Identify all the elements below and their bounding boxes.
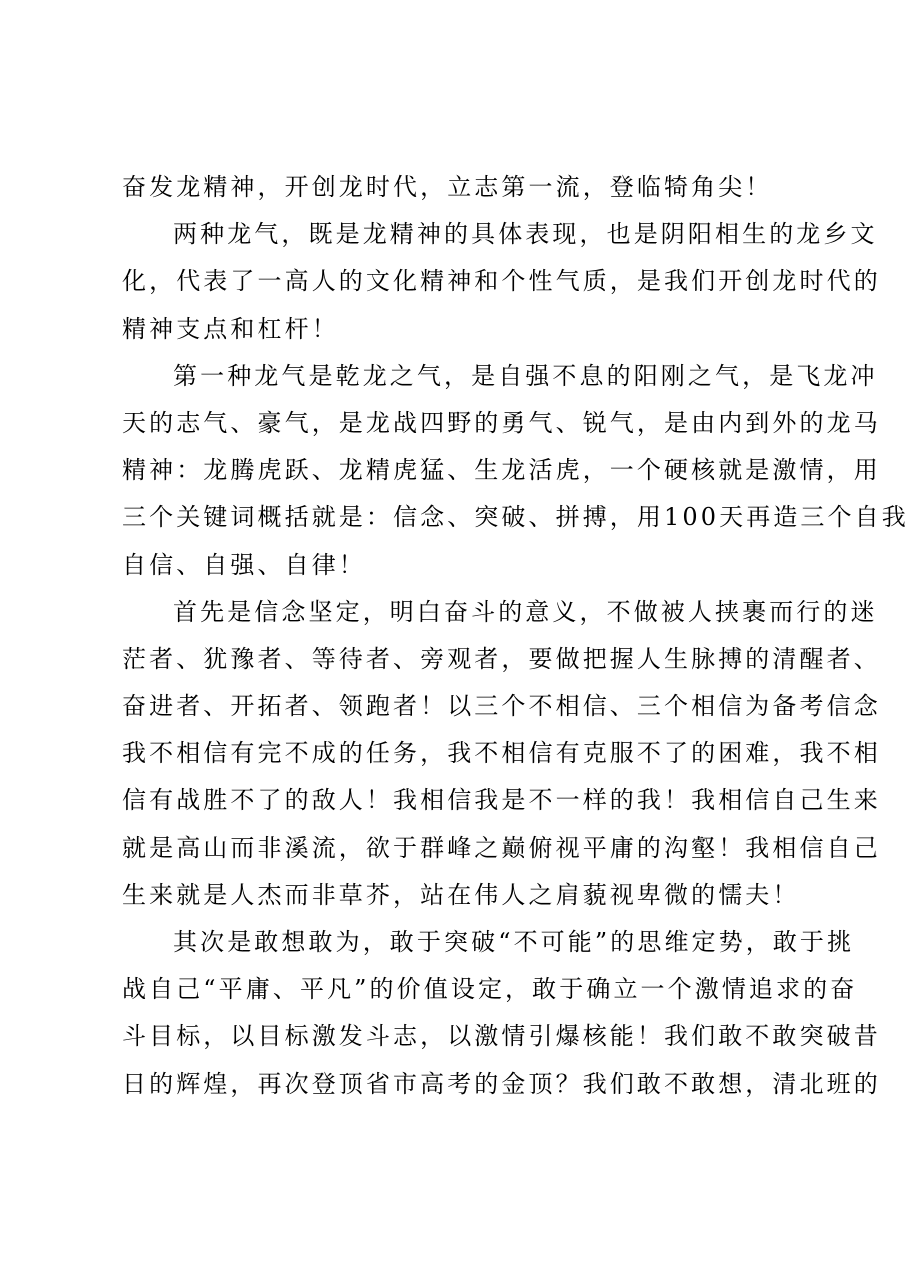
text-line: 精神：龙腾虎跃、龙精虎猛、生龙活虎，一个硬核就是激情，用 xyxy=(122,456,881,485)
text-line: 自信、自强、自律！ xyxy=(122,550,366,579)
text-line: 三个关键词概括就是：信念、突破、拼搏，用100天再造三个自我 xyxy=(122,503,909,532)
text-line: 信有战胜不了的敌人！我相信我是不一样的我！我相信自己生来 xyxy=(122,786,881,815)
paragraph-start-line: 首先是信念坚定，明白奋斗的意义，不做被人挟裹而行的迷 xyxy=(173,597,878,626)
text-line: 茫者、犹豫者、等待者、旁观者，要做把握人生脉搏的清醒者、 xyxy=(122,644,881,673)
paragraph-start-line: 第一种龙气是乾龙之气，是自强不息的阳刚之气，是飞龙冲 xyxy=(173,361,878,390)
text-line: 奋发龙精神，开创龙时代，立志第一流，登临犄角尖！ xyxy=(122,173,773,201)
text-line: 奋进者、开拓者、领跑者！以三个不相信、三个相信为备考信念 xyxy=(122,692,881,721)
text-line: 化，代表了一高人的文化精神和个性气质，是我们开创龙时代的 xyxy=(122,267,881,296)
text-line: 精神支点和杠杆！ xyxy=(122,314,339,343)
document-body xyxy=(122,164,909,1108)
text-line: 斗目标，以目标激发斗志，以激情引爆核能！我们敢不敢突破昔 xyxy=(122,1022,881,1051)
text-line: 日的辉煌，再次登顶省市高考的金顶？我们敢不敢想，清北班的 xyxy=(122,1069,881,1098)
text-line: 就是高山而非溪流，欲于群峰之巅俯视平庸的沟壑！我相信自己 xyxy=(122,833,881,862)
paragraph-start-line: 两种龙气，既是龙精神的具体表现，也是阴阳相生的龙乡文 xyxy=(173,220,878,249)
text-line: 我不相信有完不成的任务，我不相信有克服不了的困难，我不相 xyxy=(122,739,881,768)
text-line: 天的志气、豪气，是龙战四野的勇气、锐气，是由内到外的龙马 xyxy=(122,408,881,437)
text-line: 战自己“平庸、平凡”的价值设定，敢于确立一个激情追求的奋 xyxy=(122,975,858,1004)
text-line: 生来就是人杰而非草芥，站在伟人之肩藐视卑微的懦夫！ xyxy=(122,880,800,909)
paragraph-start-line: 其次是敢想敢为，敢于突破“不可能”的思维定势，敢于挑 xyxy=(173,928,855,956)
